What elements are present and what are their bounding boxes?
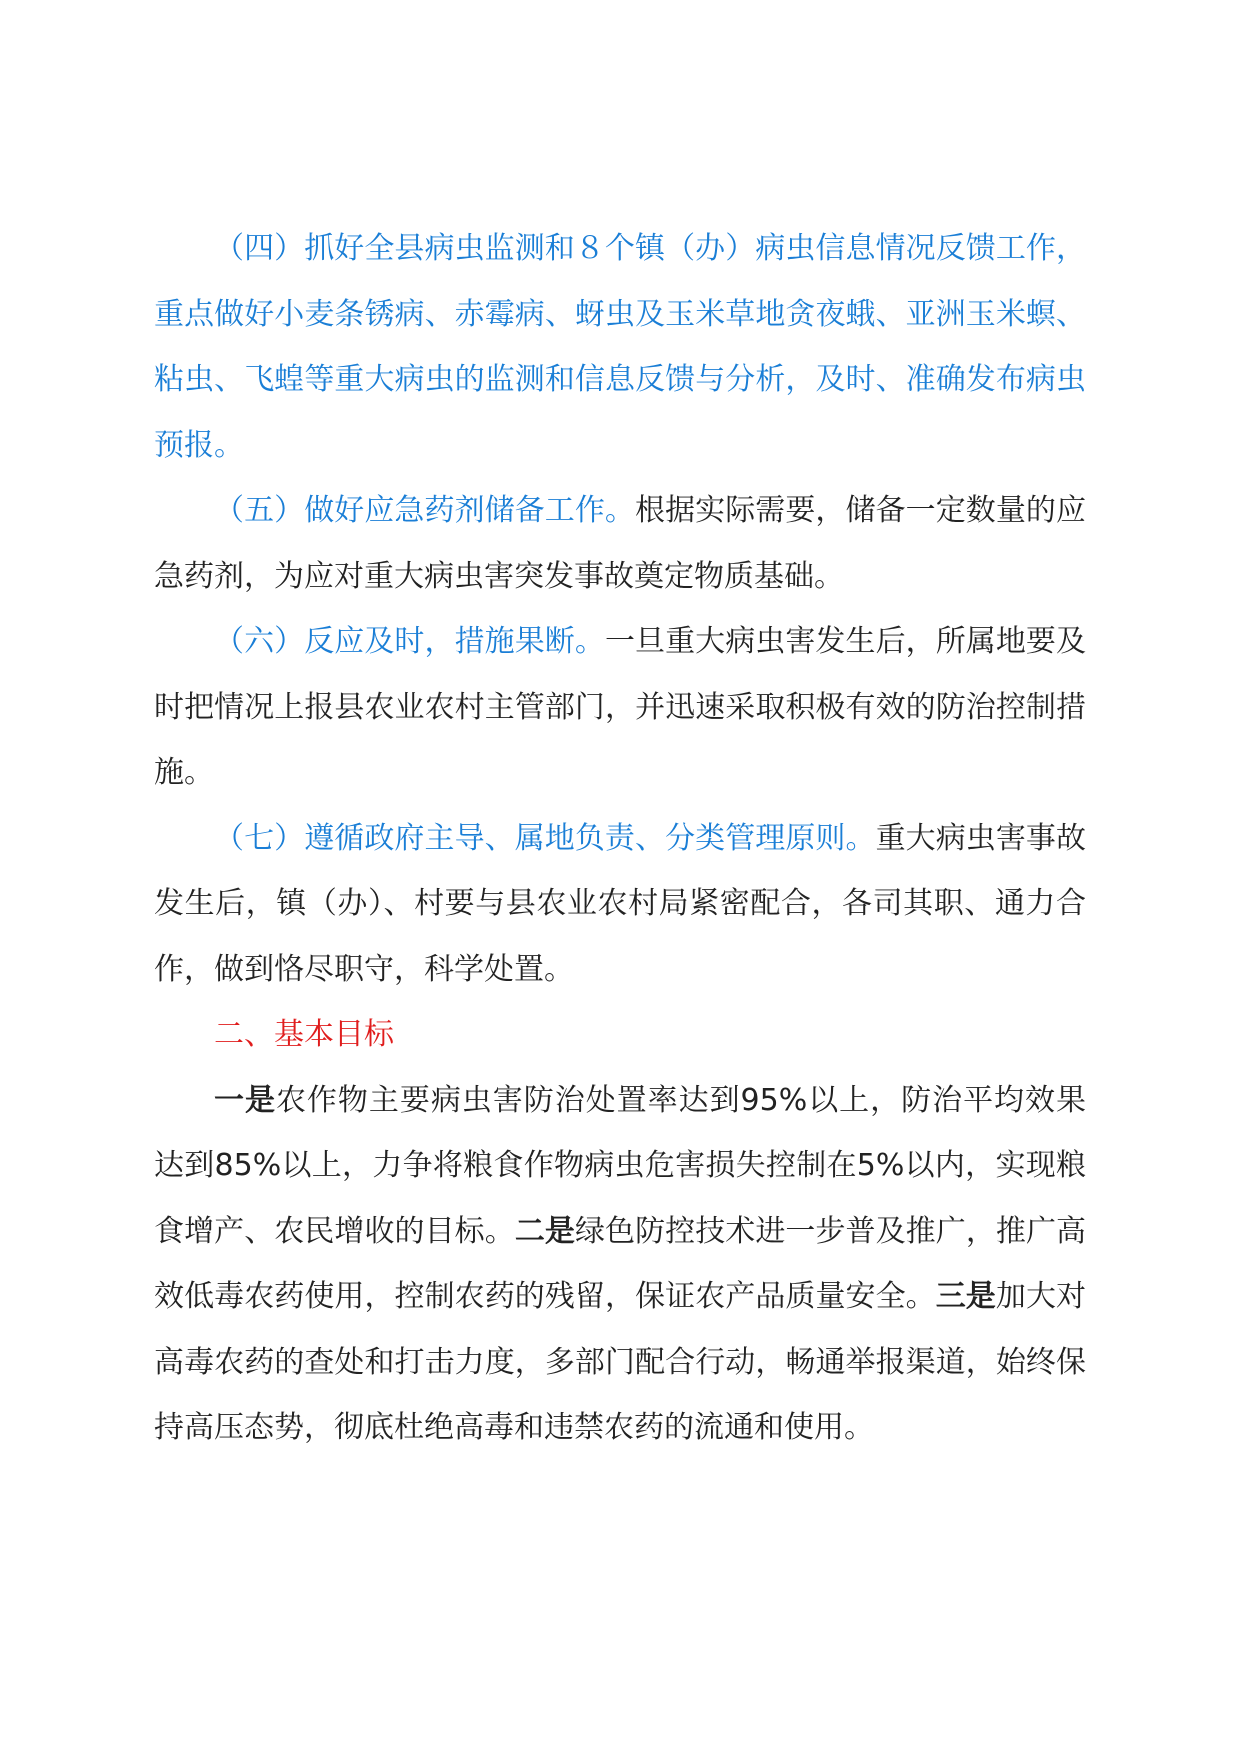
goal-three-text: 加大对高毒农药的查处和打击力度，多部门配合行动，畅通举报渠道，始终保持高压态势，彻底杜绝高毒和违禁农药的流通和使用。 — [154, 1279, 1087, 1445]
goal-two-label: 二是 — [514, 1213, 575, 1249]
goal-one-text: 农作物主要病虫害防治处置率达到95%以上，防治平均效果达到85%以上，力争将粮食作物病虫危害损失控制在5%以内，实现粮食增产、农民增收的目标。 — [154, 1082, 1086, 1249]
goal-one-label: 一是 — [214, 1082, 276, 1118]
goals-paragraph — [154, 1068, 1086, 1461]
section-heading: 二、基本目标 — [214, 1017, 394, 1052]
paragraph-4-lead: （四）抓好全县病虫监测和８个镇（办）病虫信息情况反馈工作，重点做好小麦条锈病、赤霉病、蚜虫及玉米草地贪夜蛾、亚洲玉米螟、粘虫、飞蝗等重大病虫的监测和信息反馈与分析，及时、准确发布病虫预报。 — [154, 231, 1086, 463]
paragraph-5-lead: （五）做好应急药剂储备工作。 — [214, 493, 635, 528]
paragraph-7-body: 重大病虫害事故发生后，镇（办）、村要与县农业农村局紧密配合，各司其职、通力合作，做到恪尽职守，科学处置。 — [154, 820, 1087, 987]
goal-three-label: 三是 — [935, 1279, 996, 1314]
paragraph-6 — [154, 609, 1086, 806]
paragraph-7-lead: （七）遵循政府主导、属地负责、分类管理原则。 — [214, 820, 876, 856]
paragraph-4 — [154, 216, 1086, 478]
paragraph-6-body: 一旦重大病虫害发生后，所属地要及时把情况上报县农业农村主管部门，并迅速采取积极有效的防治控制措施。 — [154, 624, 1087, 790]
paragraph-7 — [154, 806, 1086, 1003]
paragraph-6-lead: （六）反应及时，措施果断。 — [214, 624, 605, 659]
goal-two-text: 绿色防控技术进一步普及推广，推广高效低毒农药使用，控制农药的残留，保证农产品质量安全。 — [154, 1213, 1087, 1314]
paragraph-5-body: 根据实际需要，储备一定数量的应急药剂，为应对重大病虫害突发事故奠定物质基础。 — [154, 493, 1086, 594]
document-body — [154, 216, 1086, 1461]
paragraph-5 — [154, 478, 1086, 609]
